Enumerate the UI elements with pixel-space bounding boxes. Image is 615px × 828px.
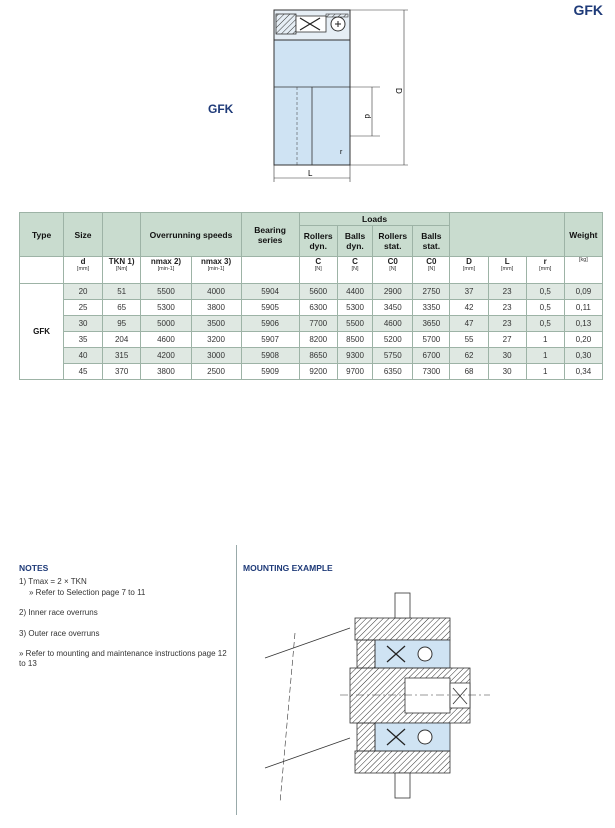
col-torque xyxy=(102,213,141,257)
table-cell: 0,5 xyxy=(526,284,564,300)
table-cell: 204 xyxy=(102,332,141,348)
table-cell: 23 xyxy=(488,316,526,332)
table-cell: 40 xyxy=(64,348,103,364)
table-cell: 62 xyxy=(450,348,488,364)
unit-n2: nmax 3) [min-1] xyxy=(191,257,241,284)
dim-D-label: D xyxy=(394,88,403,94)
table-cell: 2750 xyxy=(413,284,450,300)
table-cell: 5500 xyxy=(337,316,372,332)
table-cell: 6300 xyxy=(299,300,337,316)
col-rollers-dyn: Rollers dyn. xyxy=(299,226,337,257)
table-cell: 5907 xyxy=(241,332,299,348)
table-cell: 55 xyxy=(450,332,488,348)
table-cell: 5908 xyxy=(241,348,299,364)
table-cell: 3500 xyxy=(191,316,241,332)
table-cell: 4600 xyxy=(373,316,413,332)
table-cell: 9300 xyxy=(337,348,372,364)
unit-D: D [mm] xyxy=(450,257,488,284)
unit-C1: C [N] xyxy=(299,257,337,284)
table-cell: 5500 xyxy=(141,284,191,300)
unit-type xyxy=(20,257,64,284)
table-cell: 1 xyxy=(526,348,564,364)
table-cell: 3200 xyxy=(191,332,241,348)
note-4: » Refer to mounting and maintenance instructions page 12 to 13 xyxy=(19,649,227,668)
col-balls-dyn: Balls dyn. xyxy=(337,226,372,257)
table-cell: 3650 xyxy=(413,316,450,332)
table-cell: 65 xyxy=(102,300,141,316)
table-cell: 0,09 xyxy=(564,284,602,300)
table-cell: 45 xyxy=(64,364,103,380)
table-cell: 25 xyxy=(64,300,103,316)
table-cell: 30 xyxy=(64,316,103,332)
table-cell: 95 xyxy=(102,316,141,332)
table-cell: 5909 xyxy=(241,364,299,380)
table-cell: 5300 xyxy=(141,300,191,316)
table-cell: 42 xyxy=(450,300,488,316)
unit-n1: nmax 2) [min-1] xyxy=(141,257,191,284)
table-row xyxy=(20,348,603,364)
table-cell: 30 xyxy=(488,348,526,364)
table-cell: 2900 xyxy=(373,284,413,300)
type-cell: GFK xyxy=(20,284,64,380)
table-row xyxy=(20,332,603,348)
notes-title: NOTES xyxy=(19,563,49,573)
table-cell: 23 xyxy=(488,284,526,300)
table-cell: 8200 xyxy=(299,332,337,348)
table-cell: 2500 xyxy=(191,364,241,380)
dim-L-label: L xyxy=(308,169,313,178)
spec-table xyxy=(19,212,603,380)
table-cell: 0,11 xyxy=(564,300,602,316)
clutch-drawing xyxy=(262,2,412,184)
table-cell: 3000 xyxy=(191,348,241,364)
table-cell: 23 xyxy=(488,300,526,316)
table-cell: 3450 xyxy=(373,300,413,316)
unit-C2: C [N] xyxy=(337,257,372,284)
table-cell: 5600 xyxy=(299,284,337,300)
note-2: 2) Inner race overruns xyxy=(19,608,98,617)
table-cell: 47 xyxy=(450,316,488,332)
table-cell: 30 xyxy=(488,364,526,380)
table-row xyxy=(20,364,603,380)
table-cell: 8650 xyxy=(299,348,337,364)
table-cell: 9700 xyxy=(337,364,372,380)
table-cell: 5750 xyxy=(373,348,413,364)
table-cell: 6350 xyxy=(373,364,413,380)
table-cell: 5200 xyxy=(373,332,413,348)
table-cell: 6700 xyxy=(413,348,450,364)
table-row xyxy=(20,284,603,300)
table-cell: 4600 xyxy=(141,332,191,348)
col-weight: Weight xyxy=(564,213,602,257)
table-cell: 4400 xyxy=(337,284,372,300)
table-cell: 3800 xyxy=(141,364,191,380)
table-cell: 0,5 xyxy=(526,300,564,316)
table-cell: 0,13 xyxy=(564,316,602,332)
col-overrunning: Overrunning speeds xyxy=(141,213,241,257)
table-cell: 5904 xyxy=(241,284,299,300)
product-label: GFK xyxy=(208,102,234,116)
note-3: 3) Outer race overruns xyxy=(19,629,100,638)
table-cell: 68 xyxy=(450,364,488,380)
table-cell: 5000 xyxy=(141,316,191,332)
col-bearing: Bearing series xyxy=(241,213,299,257)
unit-bearing xyxy=(241,257,299,284)
table-cell: 4000 xyxy=(191,284,241,300)
table-cell: 0,5 xyxy=(526,316,564,332)
table-cell: 8500 xyxy=(337,332,372,348)
unit-T: TKN 1) [Nm] xyxy=(102,257,141,284)
table-cell: 0,20 xyxy=(564,332,602,348)
table-cell: 9200 xyxy=(299,364,337,380)
col-rollers-stat: Rollers stat. xyxy=(373,226,413,257)
note-1: 1) Tmax = 2 × TKN xyxy=(19,577,87,586)
table-cell: 3800 xyxy=(191,300,241,316)
mounting-title: MOUNTING EXAMPLE xyxy=(243,563,333,573)
dim-r-label: r xyxy=(340,149,343,156)
unit-C3: C0 [N] xyxy=(373,257,413,284)
mounting-example-drawing xyxy=(255,588,495,808)
table-cell: 370 xyxy=(102,364,141,380)
unit-L: L [mm] xyxy=(488,257,526,284)
unit-weight: [kg] xyxy=(564,257,602,284)
table-row xyxy=(20,316,603,332)
col-type: Type xyxy=(20,213,64,257)
table-cell: 0,30 xyxy=(564,348,602,364)
table-cell: 0,34 xyxy=(564,364,602,380)
table-cell: 5906 xyxy=(241,316,299,332)
corner-title: GFK xyxy=(573,2,603,18)
col-size: Size xyxy=(64,213,103,257)
col-balls-stat: Balls stat. xyxy=(413,226,450,257)
table-cell: 3350 xyxy=(413,300,450,316)
table-cell: 5300 xyxy=(337,300,372,316)
section-divider xyxy=(236,545,237,815)
table-cell: 20 xyxy=(64,284,103,300)
unit-C4: C0 [N] xyxy=(413,257,450,284)
table-cell: 5905 xyxy=(241,300,299,316)
table-cell: 5700 xyxy=(413,332,450,348)
table-cell: 27 xyxy=(488,332,526,348)
table-cell: 7300 xyxy=(413,364,450,380)
col-dims xyxy=(450,213,564,257)
unit-r: r [mm] xyxy=(526,257,564,284)
dim-d-label: d xyxy=(363,114,372,119)
table-cell: 35 xyxy=(64,332,103,348)
table-cell: 1 xyxy=(526,332,564,348)
note-1b: » Refer to Selection page 7 to 11 xyxy=(29,588,146,597)
table-cell: 315 xyxy=(102,348,141,364)
table-cell: 7700 xyxy=(299,316,337,332)
table-row xyxy=(20,300,603,316)
table-cell: 4200 xyxy=(141,348,191,364)
col-loads: Loads xyxy=(299,213,450,226)
unit-d: d [mm] xyxy=(64,257,103,284)
table-cell: 51 xyxy=(102,284,141,300)
table-cell: 1 xyxy=(526,364,564,380)
table-cell: 37 xyxy=(450,284,488,300)
